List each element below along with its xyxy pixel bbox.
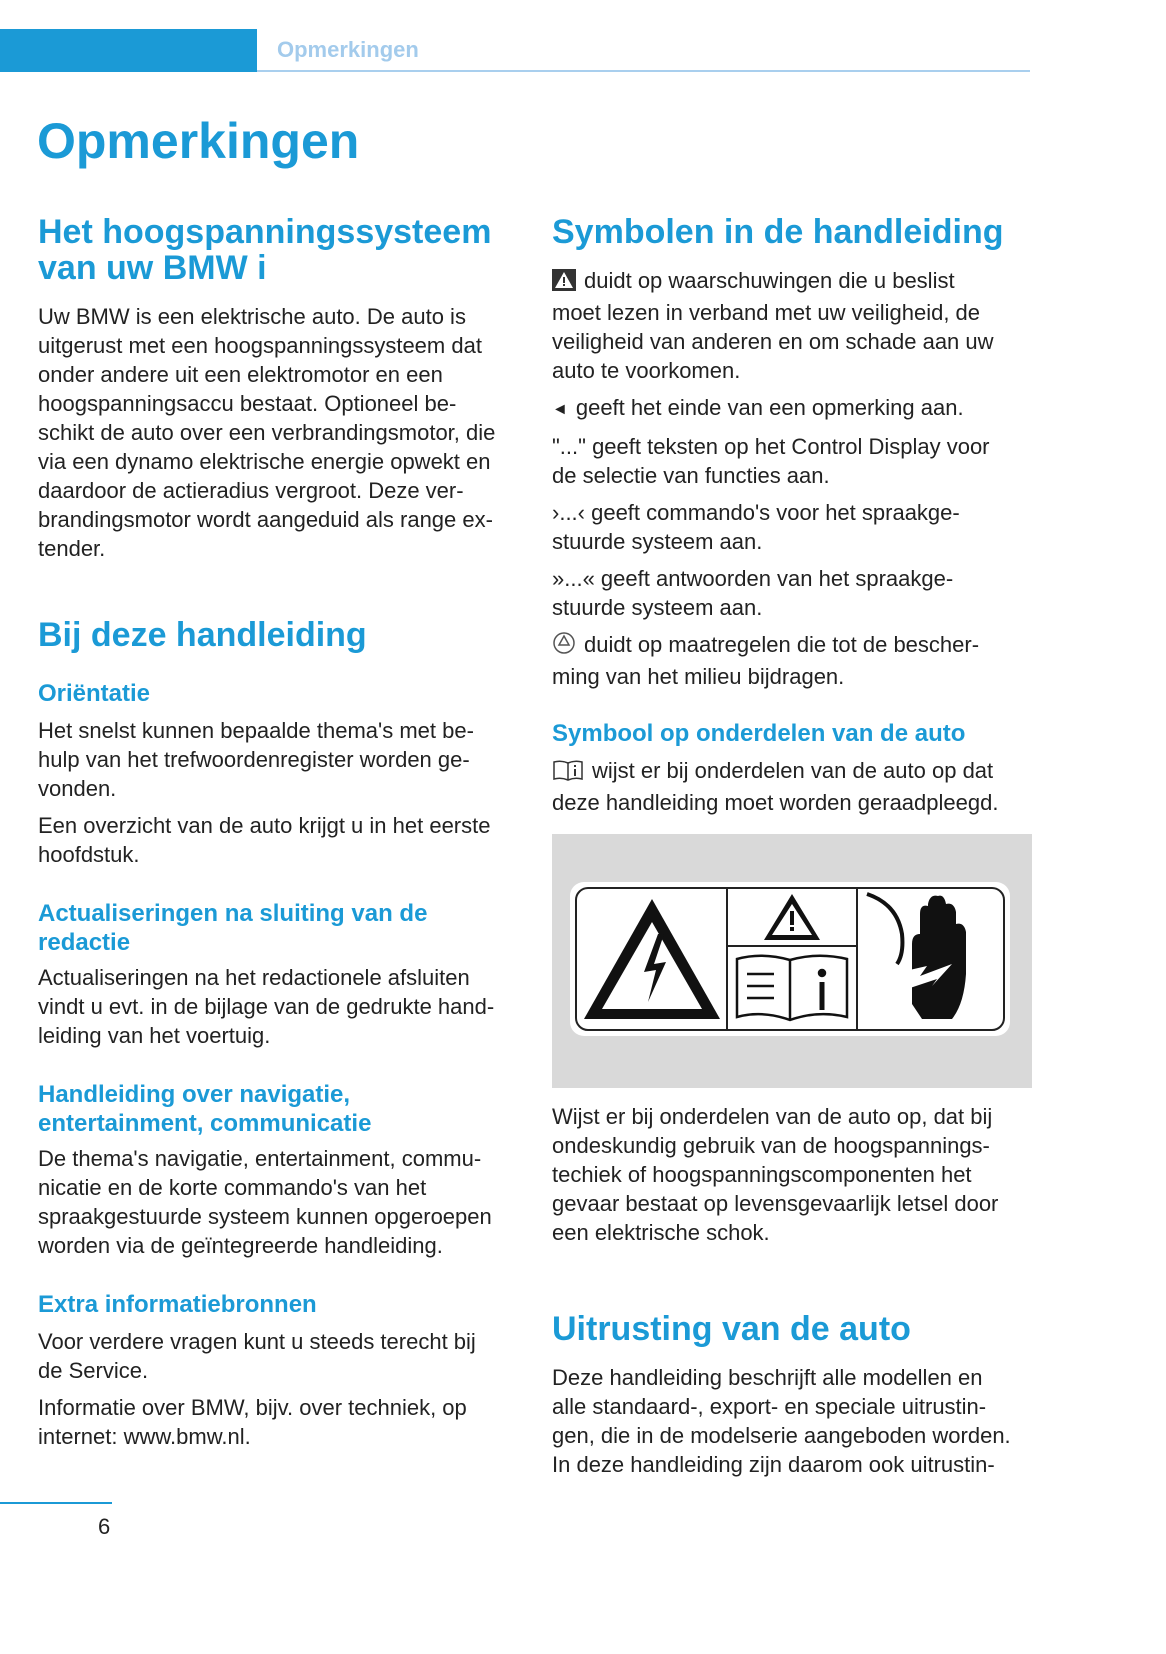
hv-warning-label-figure — [552, 834, 1032, 1088]
paragraph: Deze handleiding beschrijft alle modellen en alle standaard-, export- en speciale uitrustin- gen, die in de modelserie aangeboden worden. In deze handleiding zijn daarom ook uitrustin- — [552, 1365, 1011, 1477]
right-column — [552, 214, 1032, 1479]
section-title-equipment: Uitrusting van de auto — [552, 1310, 911, 1348]
paragraph: Een overzicht van de auto krijgt u in het eerste hoofdstuk. — [38, 813, 491, 867]
figure-caption: Wijst er bij onderdelen van de auto op, dat bij ondeskundig gebruik van de hoogspannings- techiek of hoogspanningscomponenten het gevaar bestaat op levensgevaarlijk letsel door een elektrische schok. — [552, 1104, 999, 1245]
warning-triangle-icon — [552, 269, 576, 298]
page-number: 6 — [98, 1514, 111, 1539]
paragraph: Actualiseringen na het redactionele afsluiten vindt u evt. in de bijlage van de gedrukte hand- leiding van het voertuig. — [38, 965, 495, 1048]
page-title: Opmerkingen — [37, 113, 360, 169]
subheading-orientation: Oriëntatie — [38, 680, 151, 707]
subheading-updates: Actualiseringen na sluiting van de redactie — [38, 900, 428, 956]
recycle-icon — [552, 631, 576, 662]
paragraph: Voor verdere vragen kunt u steeds terecht bij de Service. — [38, 1329, 476, 1383]
paragraph: »...« geeft antwoorden van het spraakge- stuurde systeem aan. — [552, 566, 954, 620]
paragraph-part-symbol — [552, 756, 1032, 817]
section-title-manual: Bij deze handleiding — [38, 616, 367, 654]
text: duidt op maatregelen die tot de bescher- ming van het milieu bijdragen. — [552, 632, 980, 689]
text: geeft het einde van een opmerking aan. — [575, 395, 964, 420]
running-title: Opmerkingen — [277, 37, 419, 62]
footer-rule — [0, 1502, 112, 1504]
paragraph-end-mark — [552, 393, 1032, 424]
text: duidt op waarschuwingen die u beslist moet lezen in verband met uw veiligheid, de veiligheid van anderen en om schade aan uw auto te voorkomen. — [552, 268, 994, 383]
paragraph: De thema's navigatie, entertainment, commu- nicatie en de korte commando's van het spraakgestuurde systeem kunnen opgeroepen worden via de geïntegreerde handleiding. — [38, 1146, 492, 1258]
section-title-symbols: Symbolen in de handleiding — [552, 213, 1004, 251]
subheading-part-symbol: Symbool op onderdelen van de auto — [552, 720, 966, 747]
header-rule — [257, 70, 1030, 72]
paragraph: Het snelst kunnen bepaalde thema's met be- hulp van het trefwoordenregister worden ge- vonden. — [38, 718, 474, 801]
subheading-nav-manual: Handleiding over navigatie, entertainment, communicatie — [38, 1081, 372, 1137]
end-arrow-icon: ◄ — [552, 401, 568, 418]
text: wijst er bij onderdelen van de auto op dat deze handleiding moet worden geraadpleegd. — [552, 758, 999, 815]
paragraph: Informatie over BMW, bijv. over techniek, op internet: www.bmw.nl. — [38, 1395, 467, 1449]
paragraph: ›...‹ geeft commando's voor het spraakge- stuurde systeem aan. — [552, 500, 960, 554]
manual-info-icon — [552, 759, 584, 788]
header-accent-bar — [0, 29, 257, 72]
left-column — [38, 214, 520, 1451]
paragraph: "..." geeft teksten op het Control Display voor de selectie van functies aan. — [552, 434, 990, 488]
paragraph-warning — [552, 266, 1032, 385]
paragraph-environment — [552, 630, 1032, 691]
paragraph: Uw BMW is een elektrische auto. De auto is uitgerust met een hoogspanningssysteem dat onder andere uit een elektromotor en een hoogspanningsaccu bestaat. Optioneel be- schikt de auto over een verbrandingsmotor, die via een dynamo elektrische energie opwekt en daardoor de actieradius vergroot. Deze ver- brandingsmotor wordt aangeduid als range ex- tender. — [38, 304, 496, 561]
section-title-hv-system: Het hoogspanningssysteem van uw BMW i — [38, 213, 492, 287]
subheading-extra-info: Extra informatiebronnen — [38, 1291, 317, 1318]
